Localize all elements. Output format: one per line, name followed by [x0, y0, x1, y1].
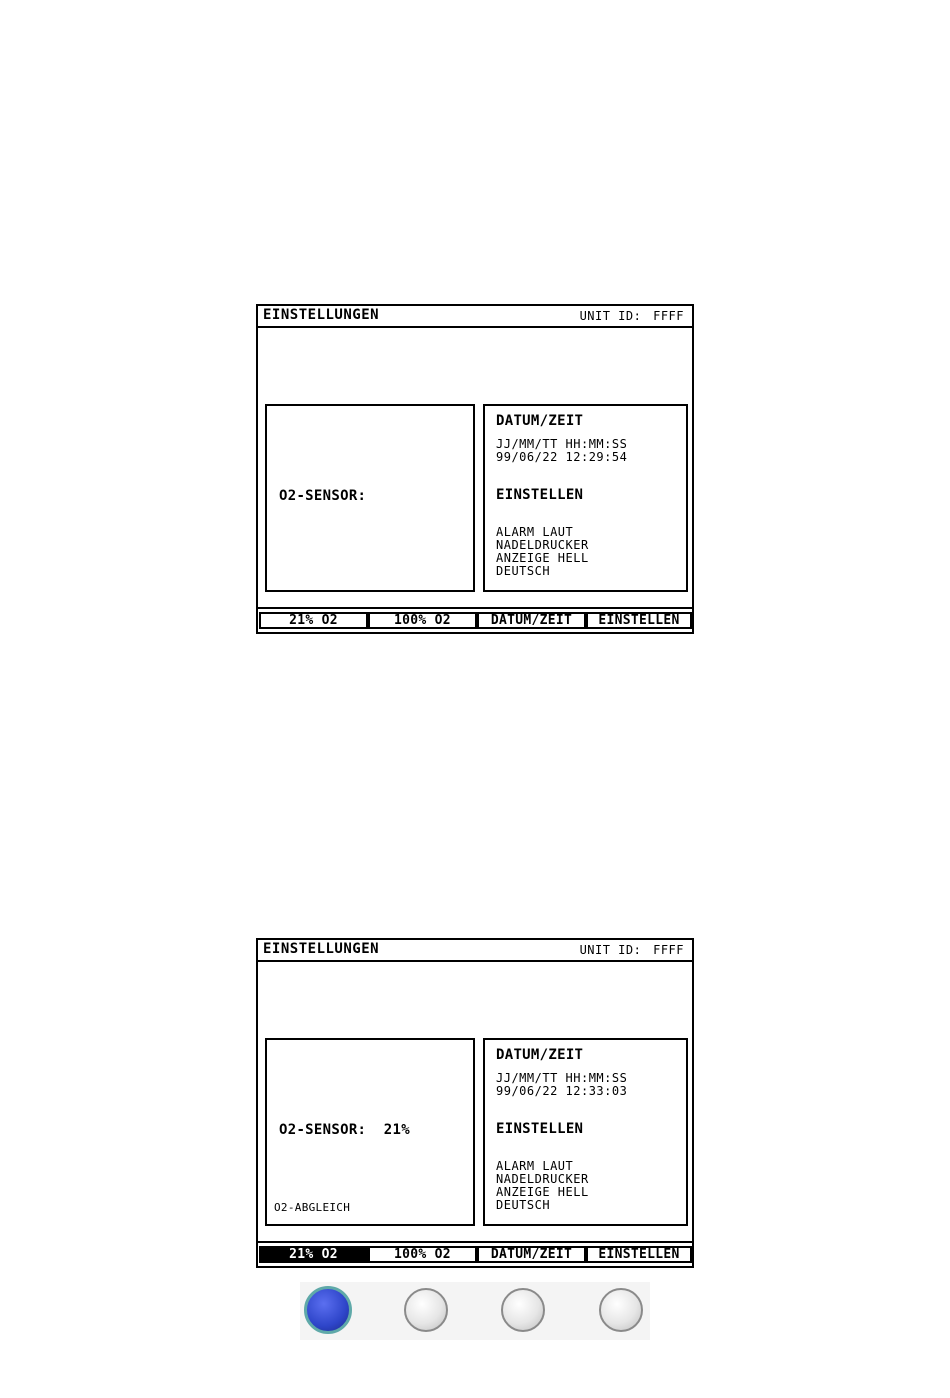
device-screen-1: [256, 304, 694, 634]
o2-sensor-readout: O2-SENSOR: 21%: [279, 1122, 410, 1138]
status-panel: [483, 1038, 688, 1226]
softkey-datetime[interactable]: DATUM/ZEIT: [477, 612, 586, 629]
softkey-datetime[interactable]: DATUM/ZEIT: [477, 1246, 586, 1263]
softkey-21-o2[interactable]: 21% O2: [259, 612, 368, 629]
datetime-heading: DATUM/ZEIT: [496, 1047, 584, 1063]
hardware-button-1[interactable]: [304, 1286, 352, 1334]
datetime-format: JJ/MM/TT HH:MM:SS: [496, 1071, 628, 1085]
hardware-button-row: [300, 1282, 650, 1340]
softkey-settings[interactable]: EINSTELLEN: [586, 1246, 692, 1263]
setting-language: DEUTSCH: [496, 1198, 551, 1212]
settings-heading: EINSTELLEN: [496, 487, 584, 503]
device-screen-2: [256, 938, 694, 1268]
softkey-bar: [258, 607, 692, 632]
setting-display: ANZEIGE HELL: [496, 1185, 589, 1199]
datetime-format: JJ/MM/TT HH:MM:SS: [496, 437, 628, 451]
sensor-panel: [265, 404, 475, 592]
hardware-button-2[interactable]: [404, 1288, 448, 1332]
setting-printer: NADELDRUCKER: [496, 538, 589, 552]
softkey-settings[interactable]: EINSTELLEN: [586, 612, 692, 629]
datetime-value: 99/06/22 12:33:03: [496, 1084, 628, 1098]
datetime-heading: DATUM/ZEIT: [496, 413, 584, 429]
unit-id: [576, 943, 684, 957]
setting-alarm: ALARM LAUT: [496, 1159, 574, 1173]
setting-display: ANZEIGE HELL: [496, 551, 589, 565]
softkey-100-o2[interactable]: 100% O2: [368, 1246, 477, 1263]
hardware-button-4[interactable]: [599, 1288, 643, 1332]
o2-sensor-readout: O2-SENSOR:: [279, 488, 367, 504]
unit-id-label: UNIT ID:: [579, 309, 642, 323]
setting-language: DEUTSCH: [496, 564, 551, 578]
datetime-value: 99/06/22 12:29:54: [496, 450, 628, 464]
hardware-button-3[interactable]: [501, 1288, 545, 1332]
setting-alarm: ALARM LAUT: [496, 525, 574, 539]
settings-heading: EINSTELLEN: [496, 1121, 584, 1137]
unit-id-value: FFFF: [653, 943, 684, 957]
o2-calibration-label: O2-ABGLEICH: [274, 1201, 351, 1214]
sensor-panel: [265, 1038, 475, 1226]
softkey-100-o2[interactable]: 100% O2: [368, 612, 477, 629]
screen-header: [258, 306, 692, 328]
setting-printer: NADELDRUCKER: [496, 1172, 589, 1186]
unit-id-value: FFFF: [653, 309, 684, 323]
screen-title: EINSTELLUNGEN: [263, 941, 380, 957]
softkey-21-o2[interactable]: 21% O2: [259, 1246, 368, 1263]
unit-id-label: UNIT ID:: [579, 943, 642, 957]
status-panel: [483, 404, 688, 592]
softkey-bar: [258, 1241, 692, 1266]
screen-title: EINSTELLUNGEN: [263, 307, 380, 323]
unit-id: [576, 309, 684, 323]
screen-header: [258, 940, 692, 962]
